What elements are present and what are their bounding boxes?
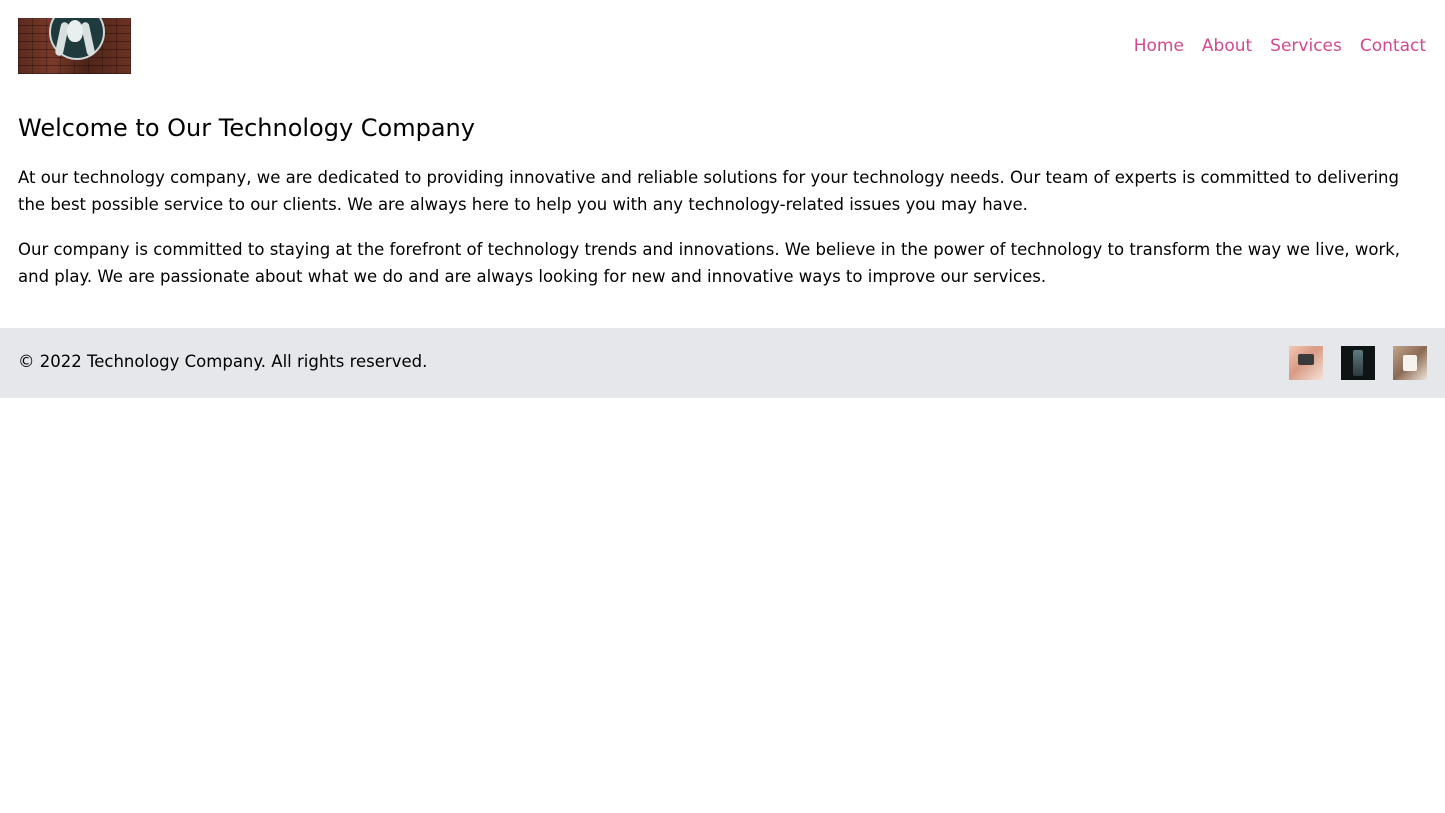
social-links xyxy=(1289,346,1427,380)
logo-face xyxy=(67,20,83,42)
copyright-text: © 2022 Technology Company. All rights reserved. xyxy=(18,352,428,371)
site-footer xyxy=(0,328,1445,398)
nav-link-about[interactable]: About xyxy=(1201,36,1253,56)
nav-link-services[interactable]: Services xyxy=(1270,36,1342,56)
photo-thumbnail-icon[interactable] xyxy=(1289,346,1323,380)
intro-paragraph: At our technology company, we are dedicated to providing innovative and reliable solutions for your technology needs. Our team of experts is committed to delivering the best possible service to our clients. We are always here to help you with any technology-related issues you may have. xyxy=(18,168,1399,214)
page-title: Welcome to Our Technology Company xyxy=(18,114,475,142)
nav-link-home[interactable]: Home xyxy=(1133,36,1184,56)
site-header xyxy=(0,0,1445,92)
main-content xyxy=(18,110,1428,290)
siren-logo-icon[interactable] xyxy=(18,18,131,74)
photo-thumbnail-icon[interactable] xyxy=(1393,346,1427,380)
mission-paragraph: Our company is committed to staying at the forefront of technology trends and innovations. We believe in the power of technology to transform the way we live, work, and play. We are passionate about what we do and are always looking for new and innovative ways to improve our services. xyxy=(18,240,1401,286)
nav-link-contact[interactable]: Contact xyxy=(1359,36,1426,56)
main-nav xyxy=(1134,34,1426,58)
photo-thumbnail-icon[interactable] xyxy=(1341,346,1375,380)
